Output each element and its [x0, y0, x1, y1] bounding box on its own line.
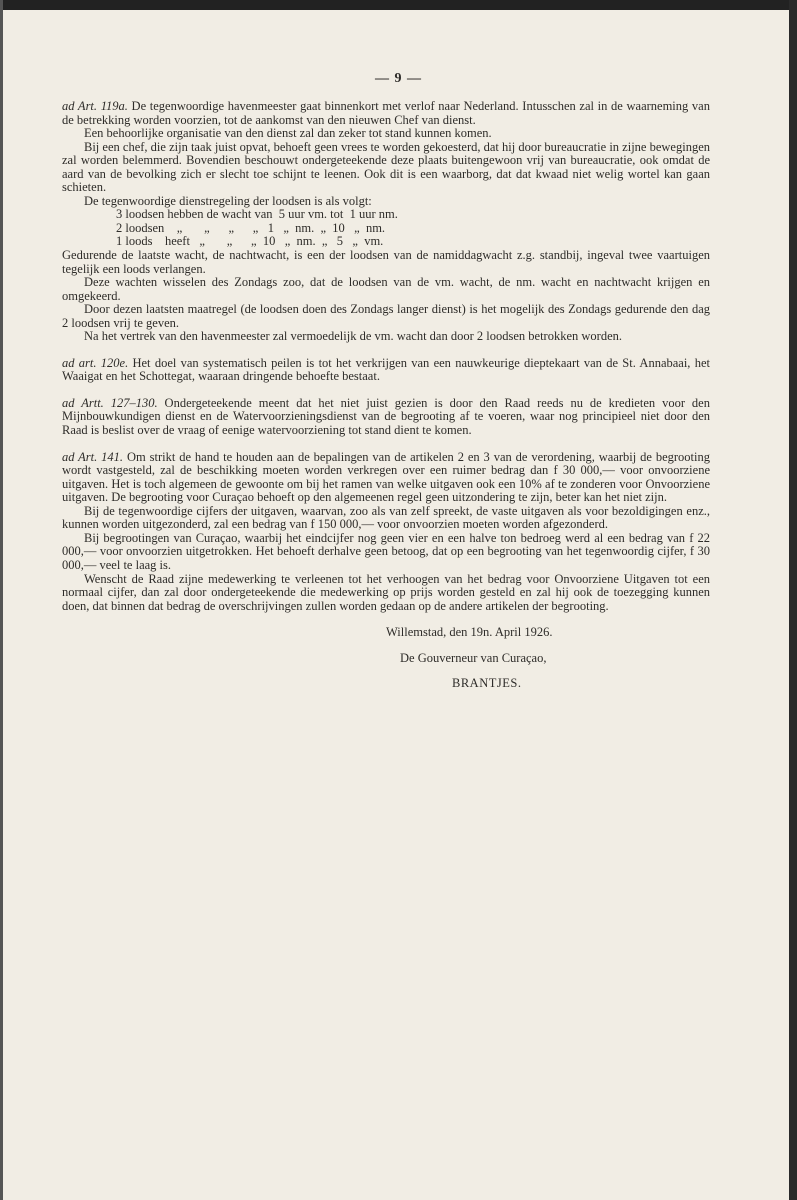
paragraph: Door dezen laatsten maatregel (de loodsen doen des Zondags langer dienst) is het mogelijk des Zondags gedurende den dag 2 loodsen vrij te geven. — [62, 302, 710, 330]
paragraph: De tegenwoordige dienstregeling der loodsen is als volgt: — [84, 193, 372, 208]
paragraph: Bij de tegenwoordige cijfers der uitgaven, waarvan, zoo als van zelf spreekt, de vaste uitgaven als voor bezoldigingen enz., kunnen worden uitgezonderd, zal een bedrag van f 150 000,— voor onvoorzien moeten worden afgezonderd. — [62, 503, 710, 532]
paragraph-art-120e: ad art. 120e. Het doel van systematisch peilen is tot het verkrijgen van een nauwkeurige dieptekaart van de St. Annabaai, het Waaigat en het Schottegat, waaraan dringende behoefte bestaat. — [62, 355, 710, 384]
scan-border-right — [789, 0, 797, 1200]
paragraph: Een behoorlijke organisatie van den dienst zal dan zeker tot stand kunnen komen. — [84, 126, 492, 141]
schedule-line: 3 loodsen hebben de wacht van 5 uur vm. tot 1 uur nm. — [116, 207, 398, 222]
article-reference: ad Art. 119a. — [62, 99, 128, 113]
document-body — [62, 100, 710, 703]
article-reference: ad Art. 141. — [62, 449, 124, 464]
article-reference: ad art. 120e. — [62, 355, 129, 370]
place-and-date: Willemstad, den 19n. April 1926. — [386, 625, 553, 640]
signatory-title: De Gouverneur van Curaçao, — [400, 650, 547, 665]
signature-block — [62, 626, 710, 691]
page-number: — 9 — — [375, 71, 422, 86]
paragraph: Bij begrootingen van Curaçao, waarbij het eindcijfer nog geen vier en een halve ton bedroeg werd al een bedrag van f 22 000,— voor onvoorzien uitgetrokken. Het behoeft derhalve geen betoog, dat op een begrooting van het tegenwoordig cijfer, f 30 000,— veel te laag is. — [62, 530, 710, 572]
paragraph: Wenscht de Raad zijne medewerking te verleenen tot het verhoogen van het bedrag voor Onvoorziene Uitgaven tot een normaal cijfer, dan zal door ondergeteekende die medewerking op prijs worden gesteld en zal hij ook de toezegging kunnen doen, dat binnen dat bedrag de overschrijvingen zullen worden gedaan op de andere artikelen der begrooting. — [62, 571, 710, 613]
signatory-name: BRANTJES. — [452, 676, 522, 691]
paragraph: Deze wachten wisselen des Zondags zoo, dat de loodsen van de vm. wacht, de nm. wacht en nachtwacht krijgen en omgekeerd. — [62, 275, 710, 303]
schedule-line: 1 loods heeft „ „ „ 10 „ nm. „ 5 „ vm. — [116, 234, 384, 249]
article-reference: ad Artt. 127–130. — [62, 395, 158, 410]
schedule-line: 2 loodsen „ „ „ „ 1 „ nm. „ 10 „ nm. — [116, 220, 386, 235]
paragraph: Bij een chef, die zijn taak juist opvat, behoeft geen vrees te worden gekoesterd, dat hij door bureaucratie in zijne bewegingen zal worden belemmerd. Bovendien beschouwt ondergeteekende deze plaats buitengewoon vrij van bureaucratie, ook omdat de aard van de bevolking zich er slecht toe schijnt te leenen. Ook dit is een waarborg, dat dat kwaad niet welig wortel kan gaan schieten. — [62, 139, 710, 195]
paragraph-art-119a: ad Art. 119a. De tegenwoordige havenmeester gaat binnenkort met verlof naar Nederland. Intusschen zal in de waarneming van de betrekking worden voorzien, tot de aankomst van den nieuwen Chef van dienst. — [62, 99, 710, 127]
paragraph-art-127-130: ad Artt. 127–130. Ondergeteekende meent dat het niet juist gezien is door den Raad reeds nu de kredieten voor den Mijnbouwkundigen dienst en de Watervoorzieningsdienst van de begrooting af te voeren, waar nog principieel niet door den Raad is beslist over de vraag of eenige watervoorziening tot stand dient te komen. — [62, 395, 710, 438]
paragraph-art-141: ad Art. 141. Om strikt de hand te houden aan de bepalingen van de artikelen 2 en 3 van de verordening, waarbij de begrooting wordt vastgesteld, zal de beschikking moeten worden verkregen over een ruimer bedrag dan f 30 000,— voor onvoorziene uitgaven. Het is toch algemeen de gewoonte om bij het ramen van welke uitgaven ook een 10% af te zonderen voor Onvoorziene uitgaven. De begrooting voor Curaçao behoeft op den algemeenen regel geen uitzondering te zijn, beter kan het niet zijn. — [62, 449, 710, 505]
paragraph: Gedurende de laatste wacht, de nachtwacht, is een der loodsen van de namiddagwacht z.g. standbij, ingeval twee vaartuigen tegelijk een loods verlangen. — [62, 248, 710, 276]
paragraph: Na het vertrek van den havenmeester zal vermoedelijk de vm. wacht dan door 2 loodsen betrokken worden. — [84, 329, 623, 344]
scan-border-top — [0, 0, 797, 10]
